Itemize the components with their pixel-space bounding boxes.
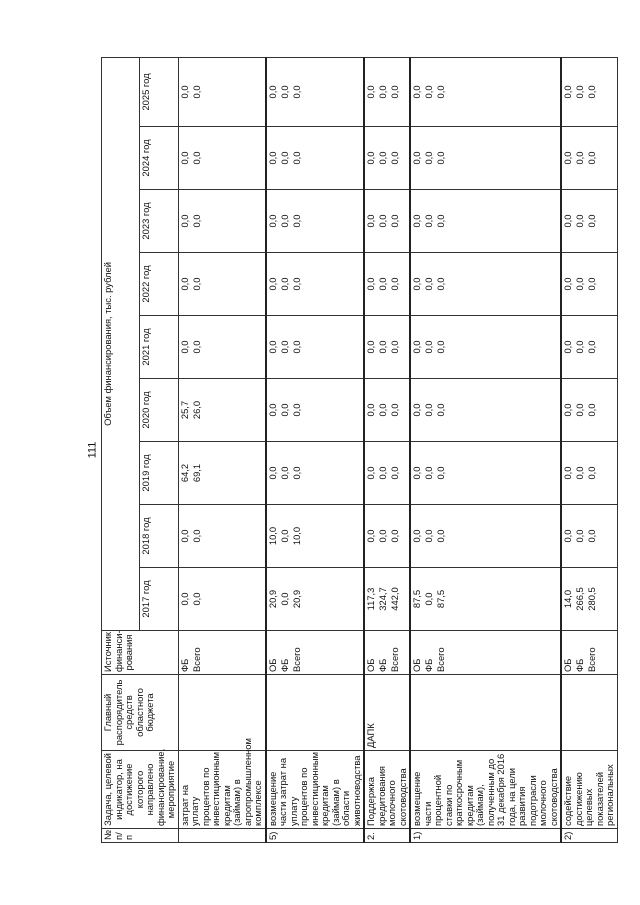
amount-value: 0,0 bbox=[190, 151, 202, 165]
row-admin bbox=[266, 675, 365, 751]
amount-value: 0,0 bbox=[562, 214, 573, 228]
amount-value: 26,0 bbox=[190, 400, 202, 420]
amount-value: 0,0 bbox=[365, 403, 376, 417]
amount-value: 0,0 bbox=[266, 85, 278, 99]
amount-value: 0,0 bbox=[435, 85, 446, 99]
year-values bbox=[178, 190, 266, 253]
year-values bbox=[178, 379, 266, 442]
year-values bbox=[266, 505, 365, 568]
row-task: возмещение части затрат на уплату процентов по инвестиционным кредитам (займам) в области животноводства bbox=[266, 751, 365, 829]
amount-value: 0,0 bbox=[423, 403, 434, 417]
amount-value: 0,0 bbox=[178, 214, 190, 228]
header-num: № п/п bbox=[102, 829, 179, 843]
amount-value: 0,0 bbox=[178, 277, 190, 291]
year-values bbox=[410, 57, 561, 126]
amount-value: 0,0 bbox=[574, 85, 585, 99]
row-number bbox=[178, 829, 266, 843]
year-values bbox=[410, 190, 561, 253]
year-values bbox=[178, 316, 266, 379]
header-source: Источник финанси-рования bbox=[102, 631, 179, 675]
source-label: Всего bbox=[435, 647, 446, 672]
amount-value: 0,0 bbox=[190, 214, 202, 228]
table-row bbox=[266, 57, 365, 842]
amount-value: 0,0 bbox=[586, 277, 597, 291]
amount-value: 0,0 bbox=[377, 340, 388, 354]
year-values bbox=[561, 127, 617, 190]
amount-value: 0,0 bbox=[377, 529, 388, 543]
amount-value: 0,0 bbox=[562, 277, 573, 291]
amount-value: 0,0 bbox=[290, 151, 302, 165]
year-header: 2020 год bbox=[140, 379, 178, 442]
row-sources bbox=[178, 631, 266, 675]
amount-value: 0,0 bbox=[411, 151, 422, 165]
row-number: 1) bbox=[410, 829, 561, 843]
amount-value: 266,5 bbox=[574, 587, 585, 611]
amount-value: 0,0 bbox=[290, 403, 302, 417]
year-values bbox=[410, 253, 561, 316]
amount-value: 0,0 bbox=[178, 529, 190, 543]
source-label: ОБ bbox=[562, 658, 573, 672]
amount-value: 0,0 bbox=[435, 340, 446, 354]
year-values bbox=[364, 253, 410, 316]
year-values bbox=[364, 442, 410, 505]
year-values bbox=[410, 442, 561, 505]
amount-value: 0,0 bbox=[278, 403, 290, 417]
amount-value: 0,0 bbox=[190, 85, 202, 99]
amount-value: 0,0 bbox=[389, 403, 400, 417]
amount-value: 0,0 bbox=[411, 466, 422, 480]
amount-value: 0,0 bbox=[411, 85, 422, 99]
amount-value: 0,0 bbox=[435, 529, 446, 543]
amount-value: 0,0 bbox=[586, 214, 597, 228]
year-header: 2023 год bbox=[140, 190, 178, 253]
year-values bbox=[266, 190, 365, 253]
amount-value: 0,0 bbox=[290, 214, 302, 228]
amount-value: 10,0 bbox=[266, 526, 278, 546]
amount-value: 0,0 bbox=[365, 466, 376, 480]
year-values bbox=[364, 505, 410, 568]
year-values bbox=[561, 57, 617, 126]
year-values bbox=[178, 57, 266, 126]
amount-value: 0,0 bbox=[365, 340, 376, 354]
year-values bbox=[561, 316, 617, 379]
source-label: ФБ bbox=[178, 658, 190, 672]
year-values bbox=[178, 127, 266, 190]
amount-value: 0,0 bbox=[389, 151, 400, 165]
row-number: 5) bbox=[266, 829, 365, 843]
year-values bbox=[410, 316, 561, 379]
amount-value: 0,0 bbox=[562, 85, 573, 99]
source-label: ОБ bbox=[365, 658, 376, 672]
row-task: возмещение части процентной ставки по краткосрочным кредитам (займам), полученным до 31 декабря 2016 года, на цели развития подотрасли молочного скотоводства bbox=[410, 751, 561, 829]
amount-value: 0,0 bbox=[377, 85, 388, 99]
amount-value: 25,7 bbox=[178, 400, 190, 420]
amount-value: 0,0 bbox=[586, 85, 597, 99]
year-values bbox=[561, 379, 617, 442]
amount-value: 0,0 bbox=[435, 214, 446, 228]
year-values bbox=[561, 505, 617, 568]
amount-value: 0,0 bbox=[389, 85, 400, 99]
amount-value: 0,0 bbox=[423, 85, 434, 99]
amount-value: 0,0 bbox=[190, 592, 202, 606]
year-values bbox=[364, 316, 410, 379]
year-header: 2024 год bbox=[140, 127, 178, 190]
row-sources bbox=[364, 631, 410, 675]
amount-value: 0,0 bbox=[278, 592, 290, 606]
amount-value: 0,0 bbox=[574, 151, 585, 165]
amount-value: 0,0 bbox=[290, 277, 302, 291]
amount-value: 0,0 bbox=[377, 403, 388, 417]
amount-value: 0,0 bbox=[411, 529, 422, 543]
year-header: 2019 год bbox=[140, 442, 178, 505]
rotated-table-frame bbox=[101, 58, 613, 843]
row-admin bbox=[410, 675, 561, 751]
amount-value: 324,7 bbox=[377, 587, 388, 611]
amount-value: 0,0 bbox=[586, 529, 597, 543]
amount-value: 0,0 bbox=[278, 151, 290, 165]
amount-value: 0,0 bbox=[266, 151, 278, 165]
page-number: 111 bbox=[86, 441, 99, 459]
amount-value: 0,0 bbox=[389, 277, 400, 291]
amount-value: 0,0 bbox=[389, 214, 400, 228]
amount-value: 14,0 bbox=[562, 589, 573, 609]
amount-value: 0,0 bbox=[290, 466, 302, 480]
amount-value: 0,0 bbox=[562, 340, 573, 354]
header-row bbox=[102, 57, 140, 842]
amount-value: 0,0 bbox=[562, 466, 573, 480]
amount-value: 0,0 bbox=[278, 277, 290, 291]
year-values bbox=[266, 568, 365, 631]
amount-value: 0,0 bbox=[423, 151, 434, 165]
amount-value: 0,0 bbox=[178, 85, 190, 99]
amount-value: 0,0 bbox=[190, 340, 202, 354]
year-values bbox=[266, 57, 365, 126]
amount-value: 0,0 bbox=[190, 277, 202, 291]
source-label: ФБ bbox=[278, 658, 290, 672]
table-row bbox=[561, 57, 617, 842]
amount-value: 0,0 bbox=[423, 277, 434, 291]
amount-value: 0,0 bbox=[178, 340, 190, 354]
amount-value: 0,0 bbox=[411, 277, 422, 291]
amount-value: 0,0 bbox=[389, 340, 400, 354]
amount-value: 280,5 bbox=[586, 587, 597, 611]
amount-value: 0,0 bbox=[278, 85, 290, 99]
year-values bbox=[410, 505, 561, 568]
year-values bbox=[266, 253, 365, 316]
source-label: Всего bbox=[190, 647, 202, 672]
amount-value: 0,0 bbox=[574, 403, 585, 417]
row-admin: ДАПК bbox=[364, 675, 410, 751]
header-task: Задача, целевой индикатор, на достижение которого направлено финансирование, мероприятие bbox=[102, 751, 179, 829]
year-header: 2018 год bbox=[140, 505, 178, 568]
amount-value: 0,0 bbox=[365, 529, 376, 543]
amount-value: 0,0 bbox=[435, 403, 446, 417]
row-number: 2. bbox=[364, 829, 410, 843]
amount-value: 0,0 bbox=[365, 151, 376, 165]
amount-value: 0,0 bbox=[411, 340, 422, 354]
source-label: ФБ bbox=[423, 658, 434, 672]
table-row bbox=[178, 57, 266, 842]
row-sources bbox=[410, 631, 561, 675]
amount-value: 0,0 bbox=[290, 340, 302, 354]
year-header: 2025 год bbox=[140, 57, 178, 126]
year-values bbox=[266, 442, 365, 505]
amount-value: 0,0 bbox=[377, 466, 388, 480]
year-values bbox=[178, 568, 266, 631]
amount-value: 0,0 bbox=[178, 592, 190, 606]
row-sources bbox=[266, 631, 365, 675]
year-values bbox=[410, 568, 561, 631]
amount-value: 0,0 bbox=[365, 214, 376, 228]
amount-value: 0,0 bbox=[365, 85, 376, 99]
amount-value: 0,0 bbox=[266, 277, 278, 291]
amount-value: 0,0 bbox=[266, 340, 278, 354]
amount-value: 0,0 bbox=[278, 340, 290, 354]
table-row bbox=[364, 57, 410, 842]
year-values bbox=[561, 190, 617, 253]
year-values bbox=[266, 316, 365, 379]
amount-value: 87,5 bbox=[435, 589, 446, 609]
amount-value: 0,0 bbox=[435, 151, 446, 165]
amount-value: 0,0 bbox=[266, 214, 278, 228]
row-number: 2) bbox=[561, 829, 617, 843]
amount-value: 0,0 bbox=[377, 214, 388, 228]
amount-value: 0,0 bbox=[178, 151, 190, 165]
amount-value: 0,0 bbox=[290, 85, 302, 99]
amount-value: 0,0 bbox=[574, 529, 585, 543]
source-label: Всего bbox=[586, 647, 597, 672]
year-values bbox=[364, 379, 410, 442]
amount-value: 0,0 bbox=[423, 214, 434, 228]
amount-value: 0,0 bbox=[365, 277, 376, 291]
source-label: ОБ bbox=[411, 658, 422, 672]
amount-value: 0,0 bbox=[278, 529, 290, 543]
financing-table bbox=[101, 57, 618, 843]
year-values bbox=[561, 253, 617, 316]
table-row bbox=[410, 57, 561, 842]
header-admin: Главный распорядитель средств областного бюджета bbox=[102, 675, 179, 751]
year-values bbox=[410, 127, 561, 190]
source-label: ФБ bbox=[574, 658, 585, 672]
amount-value: 0,0 bbox=[423, 592, 434, 606]
amount-value: 0,0 bbox=[389, 529, 400, 543]
amount-value: 0,0 bbox=[423, 466, 434, 480]
year-values bbox=[364, 568, 410, 631]
source-label: ФБ bbox=[377, 658, 388, 672]
amount-value: 117,3 bbox=[365, 587, 376, 611]
amount-value: 87,5 bbox=[411, 589, 422, 609]
header-volume: Объем финансирования, тыс. рублей bbox=[102, 57, 140, 630]
amount-value: 0,0 bbox=[389, 466, 400, 480]
amount-value: 0,0 bbox=[586, 151, 597, 165]
row-admin bbox=[561, 675, 617, 751]
amount-value: 0,0 bbox=[278, 466, 290, 480]
row-task: затрат на уплату процентов по инвестиционным кредитам (займам) в агропромышленном комплексе bbox=[178, 751, 266, 829]
amount-value: 20,9 bbox=[290, 589, 302, 609]
year-values bbox=[266, 127, 365, 190]
table-container bbox=[101, 58, 613, 843]
amount-value: 0,0 bbox=[574, 340, 585, 354]
amount-value: 0,0 bbox=[411, 403, 422, 417]
year-values bbox=[178, 505, 266, 568]
source-label: Всего bbox=[290, 647, 302, 672]
source-label: ОБ bbox=[266, 658, 278, 672]
year-values bbox=[561, 442, 617, 505]
amount-value: 0,0 bbox=[266, 403, 278, 417]
amount-value: 0,0 bbox=[377, 277, 388, 291]
amount-value: 0,0 bbox=[411, 214, 422, 228]
amount-value: 0,0 bbox=[574, 214, 585, 228]
amount-value: 20,9 bbox=[266, 589, 278, 609]
amount-value: 0,0 bbox=[586, 466, 597, 480]
row-task: Поддержка кредитования молочного скотоводства bbox=[364, 751, 410, 829]
row-task: содействие достижению целевых показателей региональных bbox=[561, 751, 617, 829]
amount-value: 0,0 bbox=[190, 529, 202, 543]
year-values bbox=[266, 379, 365, 442]
amount-value: 0,0 bbox=[562, 529, 573, 543]
amount-value: 442,0 bbox=[389, 587, 400, 611]
year-values bbox=[178, 253, 266, 316]
amount-value: 0,0 bbox=[423, 529, 434, 543]
year-header: 2021 год bbox=[140, 316, 178, 379]
amount-value: 0,0 bbox=[586, 340, 597, 354]
amount-value: 10,0 bbox=[290, 526, 302, 546]
amount-value: 0,0 bbox=[435, 466, 446, 480]
year-values bbox=[364, 190, 410, 253]
amount-value: 69,1 bbox=[190, 463, 202, 483]
amount-value: 0,0 bbox=[562, 151, 573, 165]
year-values bbox=[561, 568, 617, 631]
row-sources bbox=[561, 631, 617, 675]
amount-value: 0,0 bbox=[574, 466, 585, 480]
year-values bbox=[364, 127, 410, 190]
year-values bbox=[364, 57, 410, 126]
source-label: Всего bbox=[389, 647, 400, 672]
amount-value: 0,0 bbox=[586, 403, 597, 417]
amount-value: 0,0 bbox=[278, 214, 290, 228]
year-header: 2022 год bbox=[140, 253, 178, 316]
year-values bbox=[410, 379, 561, 442]
year-values bbox=[178, 442, 266, 505]
amount-value: 64,2 bbox=[178, 463, 190, 483]
amount-value: 0,0 bbox=[562, 403, 573, 417]
amount-value: 0,0 bbox=[423, 340, 434, 354]
year-header: 2017 год bbox=[140, 568, 178, 631]
amount-value: 0,0 bbox=[266, 466, 278, 480]
table-body bbox=[178, 57, 617, 842]
amount-value: 0,0 bbox=[377, 151, 388, 165]
amount-value: 0,0 bbox=[574, 277, 585, 291]
amount-value: 0,0 bbox=[435, 277, 446, 291]
